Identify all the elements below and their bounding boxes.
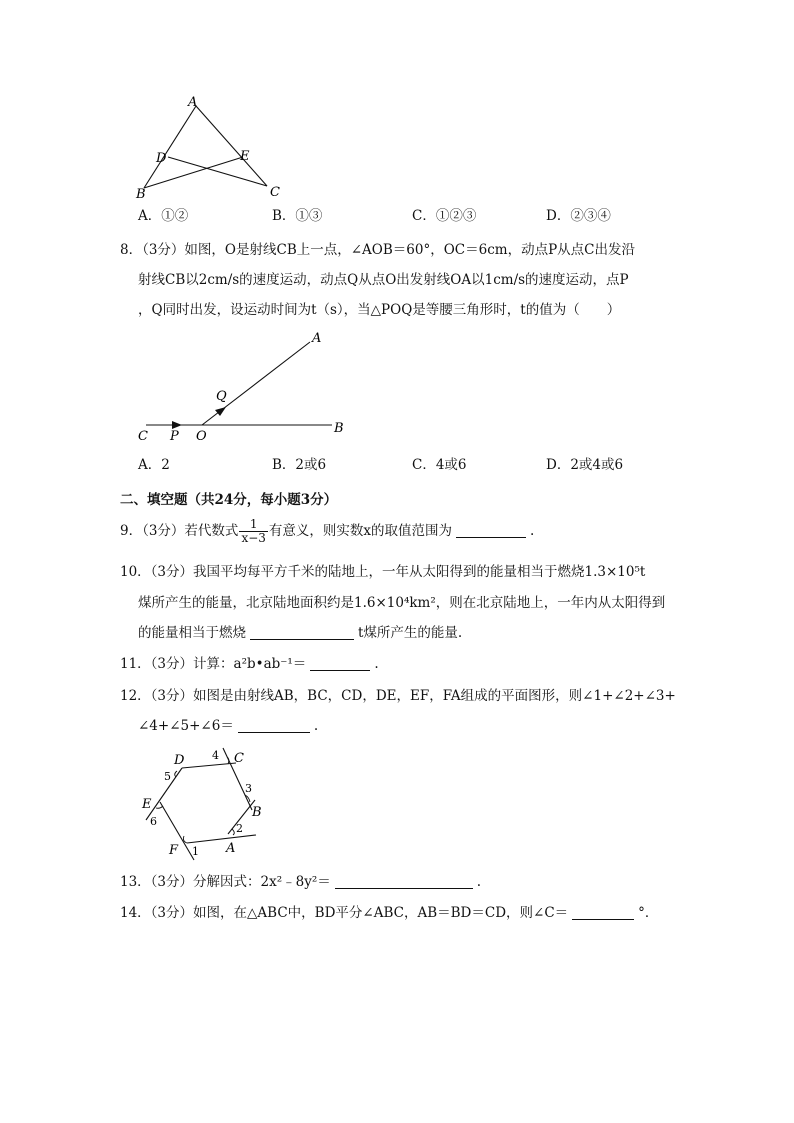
q7-triangle-figure: [130, 92, 300, 207]
q8-label-q: Q: [216, 389, 227, 404]
q7-side-ac: [196, 106, 267, 186]
q8-label-b: B: [334, 421, 344, 436]
q12-label-c: C: [234, 751, 244, 766]
q9-frac-den: x−3: [241, 531, 266, 545]
q10-text-line-2: 煤所产生的能量，北京陆地面积约是1.6×10⁴km²，则在北京陆地上，一年内从太阳得到: [138, 595, 666, 611]
q8-option-a[interactable]: A．2: [138, 457, 170, 473]
q7-label-d: D: [156, 151, 167, 166]
q7-option-a[interactable]: A．①②: [138, 208, 189, 224]
q8-text-line-1: 8．（3分）如图，O是射线CB上一点，∠AOB＝60°，OC＝6cm，动点P从点C出发沿: [120, 242, 635, 258]
q12-label-a: A: [226, 841, 236, 856]
q12-answer-blank[interactable]: [238, 718, 310, 733]
q8-arrow-q: [215, 407, 226, 416]
q8-ray-figure: [132, 328, 362, 448]
q8-option-d[interactable]: D．2或4或6: [546, 457, 624, 473]
q12-text-line-2: [138, 717, 318, 735]
q11-text: [120, 655, 379, 673]
q11-answer-blank[interactable]: [310, 656, 370, 671]
q12-hexagon-figure: [132, 742, 272, 864]
q9-answer-blank[interactable]: [456, 523, 526, 538]
q8-label-p: P: [170, 429, 179, 444]
q13-answer-blank[interactable]: [335, 874, 473, 889]
q7-label-a: A: [188, 95, 198, 110]
q12-ray-af: [187, 835, 256, 843]
q12-line2-end: .: [313, 718, 319, 734]
section-heading-fill-in: 二、填空题（共24分，每小题3分）: [120, 492, 338, 508]
q10-line3-post: t煤所产生的能量.: [358, 625, 463, 641]
q9-pre: 9．（3分）若代数式: [120, 523, 239, 539]
q8-text-line-2: 射线CB以2cm/s的速度运动，动点Q从点O出发射线OA以1cm/s的速度运动，点P: [138, 272, 629, 288]
q10-answer-blank[interactable]: [250, 625, 354, 640]
q14-end: °．: [638, 905, 659, 921]
q14-text: [120, 904, 658, 922]
q8-option-b[interactable]: B．2或6: [272, 457, 327, 473]
q7-label-e: E: [240, 149, 250, 164]
q10-text-line-3: [138, 624, 462, 642]
q10-line3-pre: 的能量相当于燃烧: [138, 625, 246, 641]
q8-label-o: O: [196, 429, 207, 444]
q12-label-f: F: [169, 843, 179, 858]
q10-text-line-1: 10．（3分）我国平均每平方千米的陆地上，一年从太阳得到的能量相当于燃烧1.3×10⁵t: [120, 564, 646, 580]
q12-angle-label-3: 3: [245, 782, 252, 795]
q8-text-line-3: ，Q同时出发，设运动时间为t（s），当△POQ是等腰三角形时，t的值为（ ）: [138, 302, 621, 318]
q12-label-e: E: [142, 797, 152, 812]
q7-option-b[interactable]: B．①③: [272, 208, 323, 224]
q12-angle-label-6: 6: [150, 815, 157, 828]
q13-text: [120, 873, 481, 891]
q13-pre: 13．（3分）分解因式：2x²﹣8y²＝: [120, 874, 331, 890]
q9-text: [120, 518, 534, 545]
q11-end: .: [374, 656, 379, 672]
q8-label-c: C: [138, 429, 148, 444]
q12-label-b: B: [252, 805, 262, 820]
q7-side-ab: [144, 106, 196, 188]
q8-option-c[interactable]: C．4或6: [412, 457, 467, 473]
q11-pre: 11．（3分）计算：a²b•ab⁻¹＝: [120, 656, 307, 672]
q12-angle-label-4: 4: [212, 749, 219, 762]
q7-label-b: B: [136, 187, 146, 202]
q13-end: .: [476, 874, 482, 890]
q9-fraction: [239, 518, 267, 545]
q12-angle-label-2: 2: [236, 822, 243, 835]
q7-option-c[interactable]: C．①②③: [412, 208, 477, 224]
q14-answer-blank[interactable]: [572, 905, 634, 920]
q7-label-c: C: [270, 185, 280, 200]
q9-frac-num: 1: [239, 518, 267, 532]
q8-arrow-p: [172, 421, 182, 429]
q12-angle-label-5: 5: [164, 770, 171, 783]
q14-pre: 14．（3分）如图，在△ABC中，BD平分∠ABC，AB＝BD＝CD，则∠C＝: [120, 905, 569, 921]
q7-option-d[interactable]: D．②③④: [546, 208, 611, 224]
q12-line2-pre: ∠4+∠5+∠6＝: [138, 718, 234, 734]
q9-end: .: [530, 523, 535, 539]
q12-text-line-1: 12．（3分）如图是由射线AB，BC，CD，DE，EF，FA组成的平面图形，则∠1+∠2+∠3+: [120, 688, 676, 704]
q12-angle-arc-2: [232, 829, 234, 835]
q7-segment-cd: [168, 157, 267, 186]
q12-angle-label-1: 1: [192, 845, 199, 858]
q12-label-d: D: [174, 753, 185, 768]
q9-post: 有意义，则实数x的取值范围为: [268, 523, 453, 539]
q8-label-a: A: [312, 331, 322, 346]
